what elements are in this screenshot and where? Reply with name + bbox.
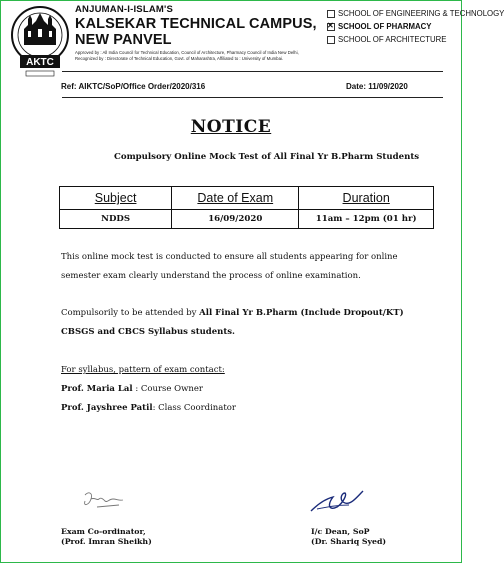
school-list [327,7,504,46]
approval-line: Approved by : All India Council for Technical Education, Council of Architecture, Pharmacy Council of India New Delhi, [75,50,299,55]
signatory-title: I/c Dean, SoP [311,527,370,536]
letterhead [75,4,325,61]
cell-duration: 11am – 12pm (01 hr) [299,210,434,229]
paragraph-line: semester exam clearly understand the process of online examination. [61,271,361,281]
contacts-heading: For syllabus, pattern of exam contact: [61,365,225,375]
attendance-syllabus: CBSGS and CBCS Syllabus students. [61,327,236,337]
header-divider [62,71,443,72]
cell-subject: NDDS [60,210,172,229]
notice-subtitle: Compulsory Online Mock Test of All Final Yr B.Pharm Students [114,152,420,162]
contact-role: : Course Owner [132,384,203,394]
institute-logo [10,5,70,79]
attendance-paragraph [61,304,441,342]
school-label: SCHOOL OF PHARMACY [338,22,432,31]
dean-signature [307,485,367,519]
signatory-name: (Prof. Imran Sheikh) [61,537,152,546]
contact-role: : Class Coordinator [152,403,236,413]
purpose-paragraph [61,248,441,286]
school-item-architecture [327,33,504,46]
org-name: ANJUMAN-I-ISLAM'S [75,4,174,15]
reference-number: Ref: AIKTC/SoP/Office Order/2020/316 [61,82,206,91]
signatory-title: Exam Co-ordinator, [61,527,146,536]
contact-line [61,399,441,418]
attendance-target: All Final Yr B.Pharm (Include Dropout/KT) [199,308,404,318]
exam-table [59,186,434,229]
approval-line: Recognized by : Directorate of Technical Education, Govt. of Maharashtra, Affiliated to : University of Mumbai. [75,55,284,61]
paragraph-line: This online mock test is conducted to ensure all students appearing for online [61,252,398,262]
approval-text [75,50,325,61]
contacts-section [61,361,441,418]
contact-name: Prof. Jayshree Patil [61,403,153,413]
contact-name: Prof. Maria Lal [61,384,133,394]
school-item-engineering [327,7,504,20]
exam-coordinator-signature [79,489,129,511]
attendance-lead: Compulsorily to be attended by [61,308,200,318]
table-header-row [60,187,434,210]
column-header-date: Date of Exam [172,187,299,210]
column-header-duration: Duration [299,187,434,210]
school-label: SCHOOL OF ENGINEERING & TECHNOLOGY [338,9,504,18]
campus-name: KALSEKAR TECHNICAL CAMPUS, NEW PANVEL [75,16,317,48]
cell-date: 16/09/2020 [172,210,299,229]
notice-title: NOTICE [190,117,272,137]
signatory-name: (Dr. Shariq Syed) [311,537,387,546]
contact-line [61,380,441,399]
left-signatory [61,527,152,547]
paragraph-line [61,323,441,342]
checkbox-icon [327,10,335,18]
checkbox-icon [327,36,335,44]
school-item-pharmacy [327,20,504,33]
school-label: SCHOOL OF ARCHITECTURE [338,35,447,44]
right-signatory [311,527,386,547]
logo-text: AKTC [26,57,54,68]
checked-box-icon [327,23,335,31]
table-row [60,210,434,229]
notice-date: Date: 11/09/2020 [346,82,408,91]
paragraph-line [61,304,441,323]
column-header-subject: Subject [60,187,172,210]
ref-divider [62,97,443,98]
